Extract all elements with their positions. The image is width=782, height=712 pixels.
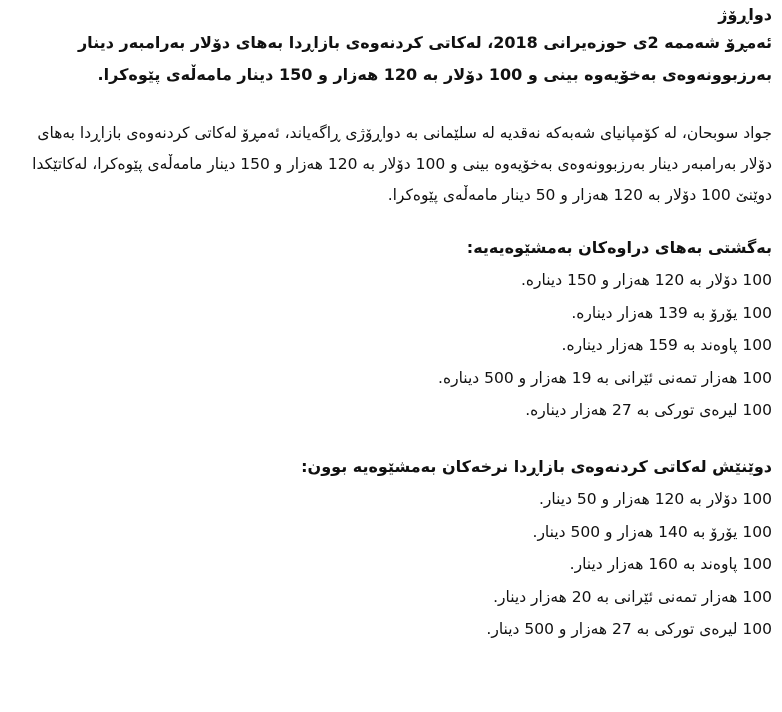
today-rate-try: 100 لیرەی تورکی بە 27 هەزار دینارە. bbox=[525, 401, 772, 420]
yesterday-rates-list bbox=[6, 483, 772, 646]
yesterday-rate-gbp: 100 پاوەند بە 160 هەزار دینار. bbox=[569, 555, 772, 574]
today-rate-eur: 100 یۆرۆ بە 139 هەزار دینارە. bbox=[571, 303, 772, 322]
article-source: دواڕۆژ bbox=[718, 5, 772, 24]
yesterday-rate-eur: 100 یۆرۆ بە 140 هەزار و 500 دینار. bbox=[532, 522, 772, 541]
article-body: جواد سوبحان، لە کۆمپانیای شەبەکە نەقدیە لە سلێمانی بە دواڕۆژی ڕاگەیاند، ئەمڕۆ لەکاتی کردنەوەی بازاڕدا بەهای دۆلار بەرامبەر دینار بەرزبوونەوەی بەخۆیەوە بینی و 100 دۆلار بە 120 هەزار و 150 دینار مامەڵەی پێوەکرا، لەکاتێکدا دوێنێ 100 دۆلار بە 120 هەزار و 50 دینار مامەڵەی پێوەکرا. bbox=[32, 124, 772, 204]
yesterday-rate-usd: 100 دۆلار بە 120 هەزار و 50 دینار. bbox=[538, 489, 772, 508]
article-headline: ئەمڕۆ شەممە 2ی حوزەیرانی 2018، لەکاتی کردنەوەی بازاڕدا بەهای دۆلار بەرامبەر دینار بەرزبوونەوەی بەخۆیەوە بینی و 100 دۆلار بە 120 هەزار و 150 دینار مامەڵەی پێوەکرا. bbox=[77, 33, 772, 84]
today-rates-title: بەگشتی بەهای دراوەکان بەمشێوەیەیە: bbox=[466, 238, 772, 257]
today-rate-gbp: 100 پاوەند بە 159 هەزار دینارە. bbox=[561, 336, 772, 355]
today-rate-irr: 100 هەزار تمەنی ئێرانی بە 19 هەزار و 500 دینارە. bbox=[438, 368, 772, 387]
yesterday-rate-try: 100 لیرەی تورکی بە 27 هەزار و 500 دینار. bbox=[486, 620, 772, 639]
yesterday-rate-irr: 100 هەزار تمەنی ئێرانی بە 20 هەزار دینار. bbox=[493, 587, 772, 606]
article bbox=[0, 3, 782, 646]
today-rates-list bbox=[6, 264, 772, 427]
yesterday-rates-title: دوێنێش لەکاتی کردنەوەی بازاڕدا نرخەکان بەمشێوەیە بوون: bbox=[301, 456, 772, 476]
today-rate-usd: 100 دۆلار بە 120 هەزار و 150 دینارە. bbox=[520, 271, 772, 289]
